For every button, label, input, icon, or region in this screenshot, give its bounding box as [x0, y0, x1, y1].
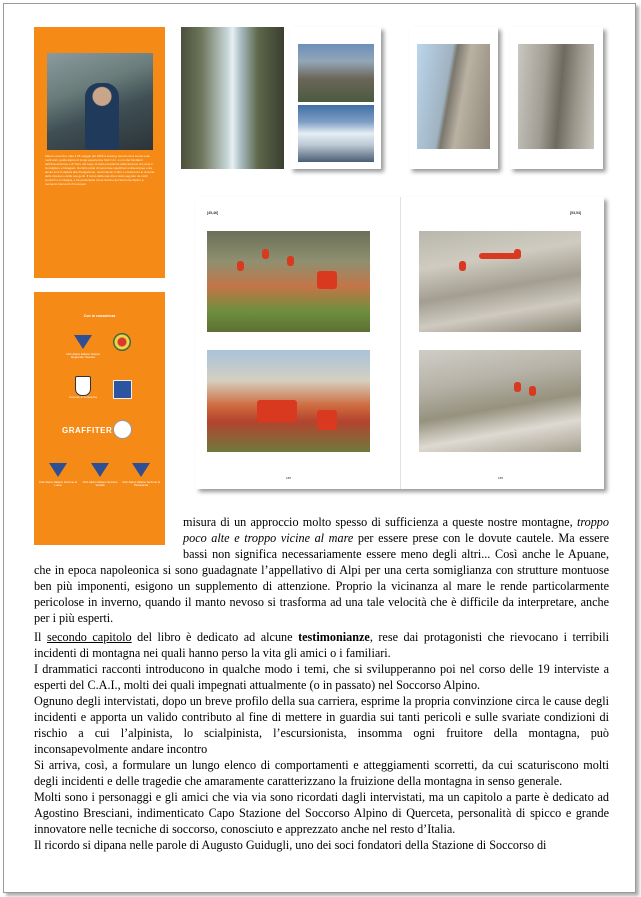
paragraph-2: Il secondo capitolo del libro è dedicato ad alcune testimonianze, rese dai protagonisti che rievocano i terribili incidenti di montagna nei quali hanno perso la vita gli amici o i familiari. [34, 630, 609, 660]
mountain-photo [298, 44, 374, 102]
body-text-top [34, 514, 609, 626]
spread-page-left: 186 [286, 476, 292, 480]
body-text-main [34, 629, 609, 853]
paragraph-6: Molti sono i personaggi e gli amici che via via sono ricordati dagli intervistati, ma un capitolo a parte è dedicato ad Agostino Bresciani, indimenticato Capo Stazione del Soccorso Alpino di Querceta, personalità di spicco e grande innovatore nelle tecniche di soccorso, conosciuto e apprezzato anche nel resto d’Italia. [34, 790, 609, 836]
cai-pietrasanta-logo: Club Alpino Italiano Sezione di Pietrasanta [128, 460, 154, 480]
paragraph-7: Il ricordo si dipana nelle parole di Augusto Guidugli, uno dei soci fondatori della Stazione di Soccorso di [34, 838, 547, 852]
cai-lucca-logo: Club Alpino Italiano Sezione di Lucca [45, 460, 71, 480]
cai-toscana-logo: Club Alpino Italiano Gruppo Regionale Toscana [70, 332, 96, 352]
paragraph-4: Ognuno degli intervistati, dopo un breve profilo della sua carriera, esprime la propria convinzione circa le cause degli incidenti e apporta un valido contributo al fine di mettere in guardia sui tanti pericoli e sulle svariate condizioni di rischio a cui l’alpinista, lo scialpinista, l’escursionista, insomma ogni fruitore della montagna, può inconsapevolmente andare incontro [34, 694, 609, 756]
waterfall-photo [181, 27, 284, 169]
cai-versilia-logo: Club Alpino Italiano Sezione Versilia [87, 460, 113, 480]
rescue-photo-3 [419, 231, 581, 332]
author-photo [47, 53, 153, 150]
round-emblem-logo [109, 332, 135, 352]
paragraph-1: misura di un approccio molto spesso di sufficienza a queste nostre montagne, troppo poco alte e troppo vicine al mare per essere prese con le dovute cautele. Ma essere bassi non significa necessariamente essere meno degli altri... Così anche le Apuane, che in epoca napoleonica si sono guadagnate l’appellativo di Alpi per una certa somiglianza con strutture montuose ben più imponenti, esigono un supplemento di attenzione. Proprio la vicinanza al mare le rende particolarmente pericolose in inverno, quando il manto nevoso si trasforma ad una tale velocità che è difficile da interpretare, anche per i più esperti. [34, 515, 609, 625]
sponsors-flyer [34, 292, 165, 545]
rescue-photo-4 [419, 350, 581, 452]
graffiter-logo: GRAFFITER [62, 426, 113, 435]
spread-page-right: 185 [498, 476, 504, 480]
square-blue-logo [109, 378, 135, 398]
spread-tag-left: [45,46] [207, 211, 219, 215]
page-thumb-2 [409, 27, 498, 169]
paragraph-3: I drammatici racconti introducono in qualche modo i temi, che si svilupperanno poi nel corso delle 19 interviste a esperti del C.A.I., molti dei quali impegnati attualmente (o in passato) nel Soccorso Alpino. [34, 662, 609, 692]
author-figure [85, 83, 119, 150]
author-flyer [34, 27, 165, 278]
spread-tag-right: [53,54] [570, 211, 582, 215]
rescue-photo-2 [207, 350, 370, 452]
seravezza-crest-logo: Comune di Seravezza [70, 375, 96, 395]
rock-face-photo [518, 44, 594, 149]
page-thumb-3 [510, 27, 603, 169]
climbing-photo [417, 44, 490, 149]
circle-logo [109, 418, 135, 438]
clouds-photo [298, 105, 374, 162]
spread-gutter [400, 197, 401, 489]
page-thumb-1 [290, 27, 381, 169]
sponsors-title: Con la consulenza [83, 314, 116, 318]
author-bio-text: Mauro Lorenzini, nato il 15 maggio del 1939 a Lusang, lavora ora a Lucca e da molti anni, guida alpina di lunga esperienza. Dal C.A.I. è uno dei fondatori dell'Associazione e di Torre del Lago. È stato presidente della Sezione di Lucca e Consigliere e Delegato. Ha fatto parte di numerose spedizioni extraeuropee e da alcuni anni si dedica alla divulgazione, raccontando in libri e conferenze le vicende delle Apuane e delle sue genti. Il corso della sua vita è stato segnato da molti incontri in montagna, e ha partecipato come tecnico del Soccorso Alpino a numerosi interventi di recupero. [45, 154, 155, 186]
rescue-photo-1 [207, 231, 370, 332]
paragraph-5: Si arriva, così, a formulare un lungo elenco di comportamenti e atteggiamenti scorretti, da cui scaturiscono molti degli incidenti e delle tragedie che amaramente caratterizzano la fruizione della montagna in senso generale. [34, 758, 609, 788]
rescue-spread [196, 197, 604, 489]
